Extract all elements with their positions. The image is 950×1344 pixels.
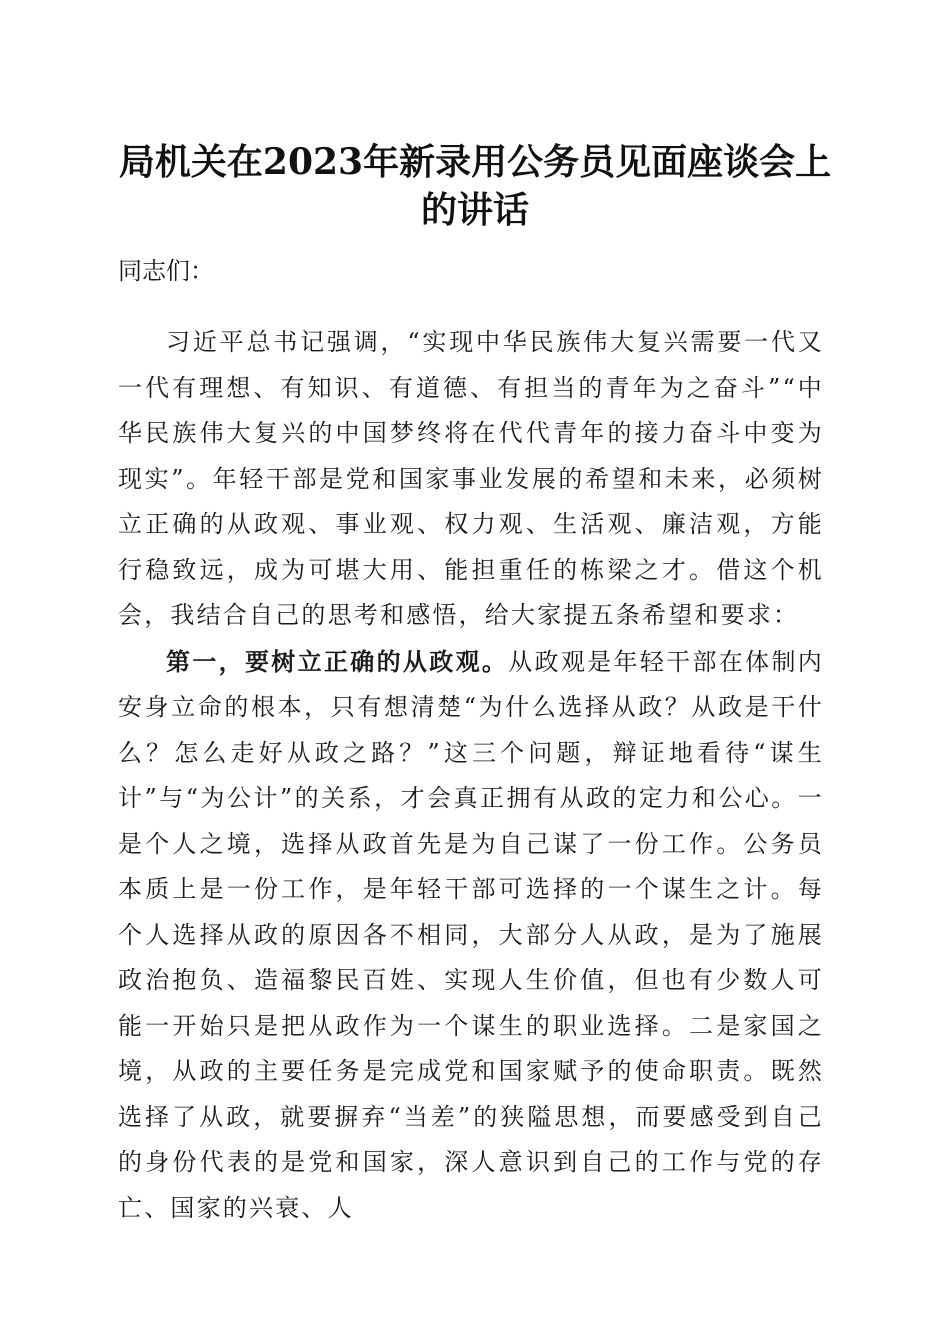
paragraph-1 [118, 320, 824, 639]
paragraph-2 [118, 639, 824, 1232]
paragraph-text: 习近平总书记强调，“实现中华民族伟大复兴需要一代又一代有理想、有知识、有道德、有担当的青年为之奋斗”“中华民族伟大复兴的中国梦终将在代代青年的接力奋斗中变为现实”。年轻干部是党和国家事业发展的希望和未来，必须树立正确的从政观、事业观、权力观、生活观、廉洁观，方能行稳致远，成为可堪大用、能担重任的栋梁之才。借这个机会，我结合自己的思考和感悟，给大家提五条希望和要求： [118, 328, 824, 629]
document-title: 局机关在2023年新录用公务员见面座谈会上的讲话 [118, 141, 832, 231]
document-body [118, 320, 824, 1231]
salutation: 同志们： [118, 257, 214, 285]
paragraph-text: 从政观是年轻干部在体制内安身立命的根本，只有想清楚“为什么选择从政？从政是干什么？怎么走好从政之路？”这三个问题，辩证地看待“谋生计”与“为公计”的关系，才会真正拥有从政的定力和公心。一是个人之境，选择从政首先是为自己谋了一份工作。公务员本质上是一份工作，是年轻干部可选择的一个谋生之计。每个人选择从政的原因各不相同，大部分人从政，是为了施展政治抱负、造福黎民百姓、实现人生价值，但也有少数人可能一开始只是把从政作为一个谋生的职业选择。二是家国之境，从政的主要任务是完成党和国家赋予的使命职责。既然选择了从政，就要摒弃“当差”的狭隘思想，而要感受到自己的身份代表的是党和国家，深人意识到自己的工作与党的存亡、国家的兴衰、人 [118, 647, 824, 1222]
paragraph-heading: 第一，要树立正确的从政观。 [166, 646, 509, 676]
